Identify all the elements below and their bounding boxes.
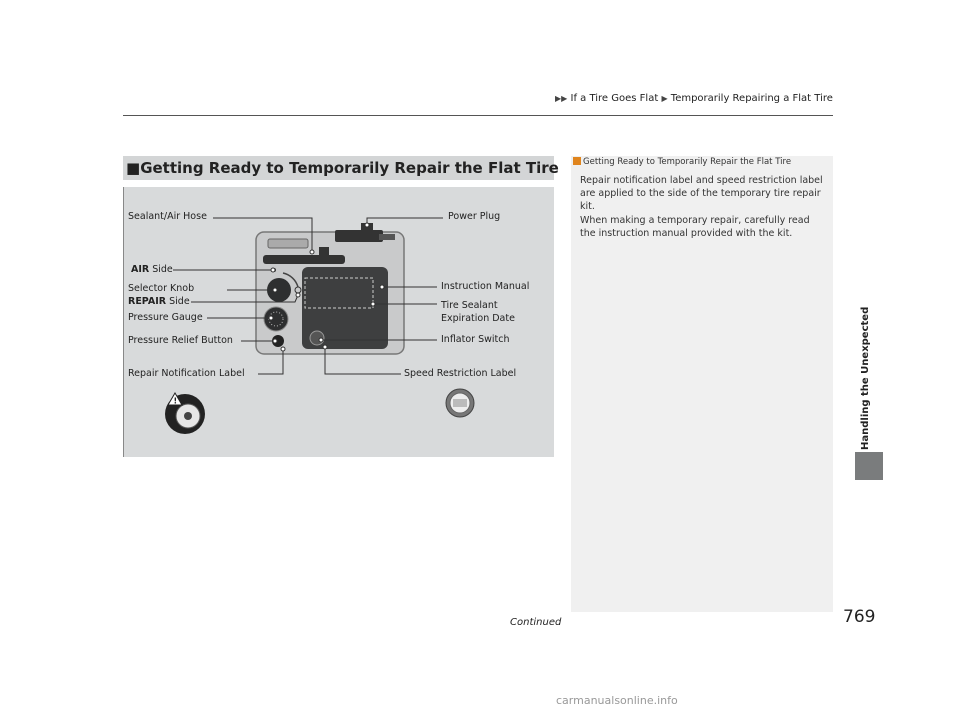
- label-tire-sealant-2: Expiration Date: [441, 313, 515, 324]
- speed-restriction-label: [446, 389, 474, 417]
- chapter-tab-label: Handling the Unexpected: [860, 306, 871, 450]
- chapter-marker: [855, 452, 883, 480]
- breadcrumb-current: Temporarily Repairing a Flat Tire: [670, 93, 833, 104]
- label-pressure-gauge: Pressure Gauge: [128, 312, 203, 323]
- label-repair-rest: Side: [166, 296, 190, 307]
- label-speed-restriction: Speed Restriction Label: [404, 368, 517, 379]
- sidebar-paragraph-1: Repair notification label and speed restriction label are applied to the side of the temporary tire repair kit.: [580, 175, 823, 212]
- label-air-rest: Side: [149, 264, 173, 275]
- label-instruction-manual: Instruction Manual: [441, 281, 530, 292]
- label-repair-bold: REPAIR: [128, 296, 167, 307]
- label-inflator-switch: Inflator Switch: [441, 334, 510, 345]
- power-plug-body: [335, 230, 383, 242]
- chapter-tab: [856, 160, 876, 450]
- breadcrumb-parent[interactable]: If a Tire Goes Flat: [570, 93, 659, 104]
- label-tire-sealant-1: Tire Sealant: [441, 300, 498, 311]
- sidebar-title: [573, 157, 791, 167]
- label-repair-side: [128, 296, 190, 307]
- sidebar-title-text: Getting Ready to Temporarily Repair the Flat Tire: [583, 157, 792, 167]
- sealant-hose: [263, 255, 345, 264]
- pressure-gauge: [264, 307, 288, 331]
- section-title-text: Getting Ready to Temporarily Repair the Flat Tire: [140, 159, 559, 177]
- power-plug-end: [379, 234, 395, 240]
- repair-notification-label: [165, 393, 205, 434]
- label-selector-knob: Selector Knob: [128, 283, 195, 294]
- breadcrumb: [555, 93, 833, 104]
- section-title: [123, 156, 559, 180]
- label-relief-button: Pressure Relief Button: [128, 335, 233, 346]
- figure-left-border: [123, 187, 124, 457]
- page-number: 769: [843, 607, 876, 627]
- header-rule: [123, 115, 833, 116]
- svg-text:!: !: [173, 396, 178, 406]
- continued-label: Continued: [510, 617, 562, 628]
- sealant-hose-nozzle: [319, 247, 329, 255]
- sidebar-paragraph-2: When making a temporary repair, carefully read the instruction manual provided with the kit.: [580, 215, 810, 239]
- label-air-side: [131, 264, 173, 275]
- label-power-plug: Power Plug: [448, 211, 501, 222]
- arrow-right-icon: ▶▶: [555, 94, 568, 103]
- label-repair-notification: Repair Notification Label: [128, 368, 245, 379]
- hose-slot: [268, 239, 308, 248]
- watermark: carmanualsonline.info: [556, 694, 678, 707]
- kit-figure: [123, 187, 554, 457]
- label-air-bold: AIR: [131, 264, 150, 275]
- arrow-right-icon: ▶: [661, 94, 668, 103]
- note-icon: [573, 157, 581, 165]
- label-sealant-hose: Sealant/Air Hose: [128, 211, 207, 222]
- section-square-icon: ■: [126, 159, 141, 177]
